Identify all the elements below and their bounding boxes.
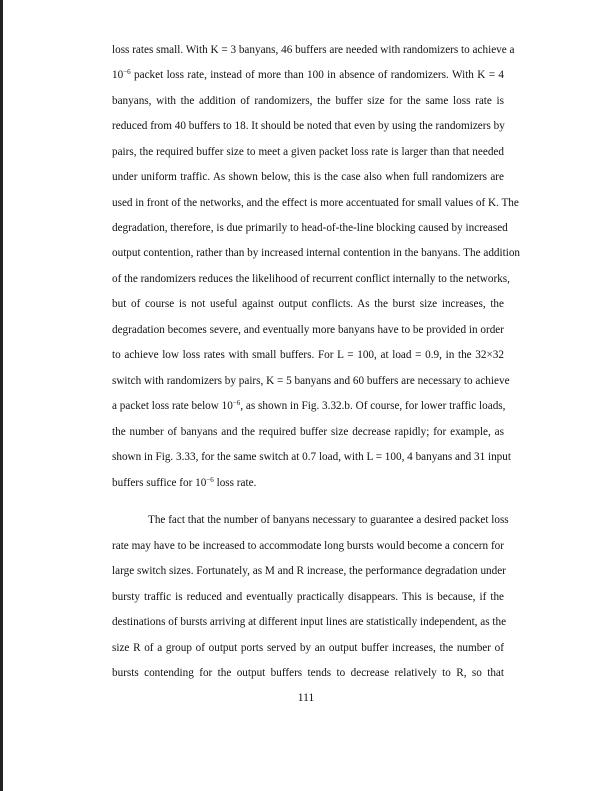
text-line: size R of a group of output ports served by an output buffer increases, the number of xyxy=(112,642,504,654)
text-line: buffers suffice for $10^{-6}$ loss rate. xyxy=(112,476,257,489)
text-line: banyans, with the addition of randomizers, the buffer size for the same loss rate is xyxy=(112,95,504,107)
text-line: rate may have to be increased to accommodate long bursts would become a concern for xyxy=(112,540,504,552)
text-line: switch with randomizers by pairs, K = 5 banyans and 60 buffers are necessary to achieve xyxy=(112,375,510,387)
text-line: the number of banyans and the required buffer size decrease rapidly; for example, as xyxy=(112,426,504,438)
text-line: but of course is not useful against output conflicts. As the burst size increases, the xyxy=(112,298,504,310)
text-line: loss rates small. With K = 3 banyans, 46 buffers are needed with randomizers to achieve a xyxy=(112,44,515,56)
text-line: of the randomizers reduces the likelihood of recurrent conflict internally to the networks, xyxy=(112,273,510,285)
text-line: destinations of bursts arriving at different input lines are statistically independent, as the xyxy=(112,616,507,628)
text-line: pairs, the required buffer size to meet a given packet loss rate is larger than that needed xyxy=(112,146,504,158)
text-line: used in front of the networks, and the effect is more accentuated for small values of K. The xyxy=(112,197,519,209)
text-line: degradation becomes severe, and eventually more banyans have to be provided in order xyxy=(112,324,504,336)
text-line: a packet loss rate below $10^{-6}$, as shown in Fig. 3.32.b. Of course, for lower traffic loads, xyxy=(112,399,506,412)
text-line: The fact that the number of banyans necessary to guarantee a desired packet loss xyxy=(148,514,509,526)
text-line: $10^{-6}$ packet loss rate, instead of more than 100 in absence of randomizers. With K = 4 xyxy=(112,68,504,81)
text-line: bursty traffic is reduced and eventually practically disappears. This is because, if the xyxy=(112,591,504,603)
text-line: shown in Fig. 3.33, for the same switch at 0.7 load, with L = 100, 4 banyans and 31 input xyxy=(112,451,511,463)
text-line: to achieve low loss rates with small buffers. For L = 100, at load = 0.9, in the 32×32 xyxy=(112,349,504,361)
page-number: 111 xyxy=(297,692,315,704)
text-line: under uniform traffic. As shown below, this is the case also when full randomizers are xyxy=(112,171,504,183)
text-line: bursts contending for the output buffers tends to decrease relatively to R, so that xyxy=(112,667,504,679)
text-line: large switch sizes. Fortunately, as M and R increase, the performance degradation under xyxy=(112,565,506,577)
text-line: degradation, therefore, is due primarily to head-of-the-line blocking caused by increased xyxy=(112,222,508,234)
text-line: output contention, rather than by increased internal contention in the banyans. The addition xyxy=(112,247,521,259)
text-line: reduced from 40 buffers to 18. It should be noted that even by using the randomizers by xyxy=(112,120,505,132)
